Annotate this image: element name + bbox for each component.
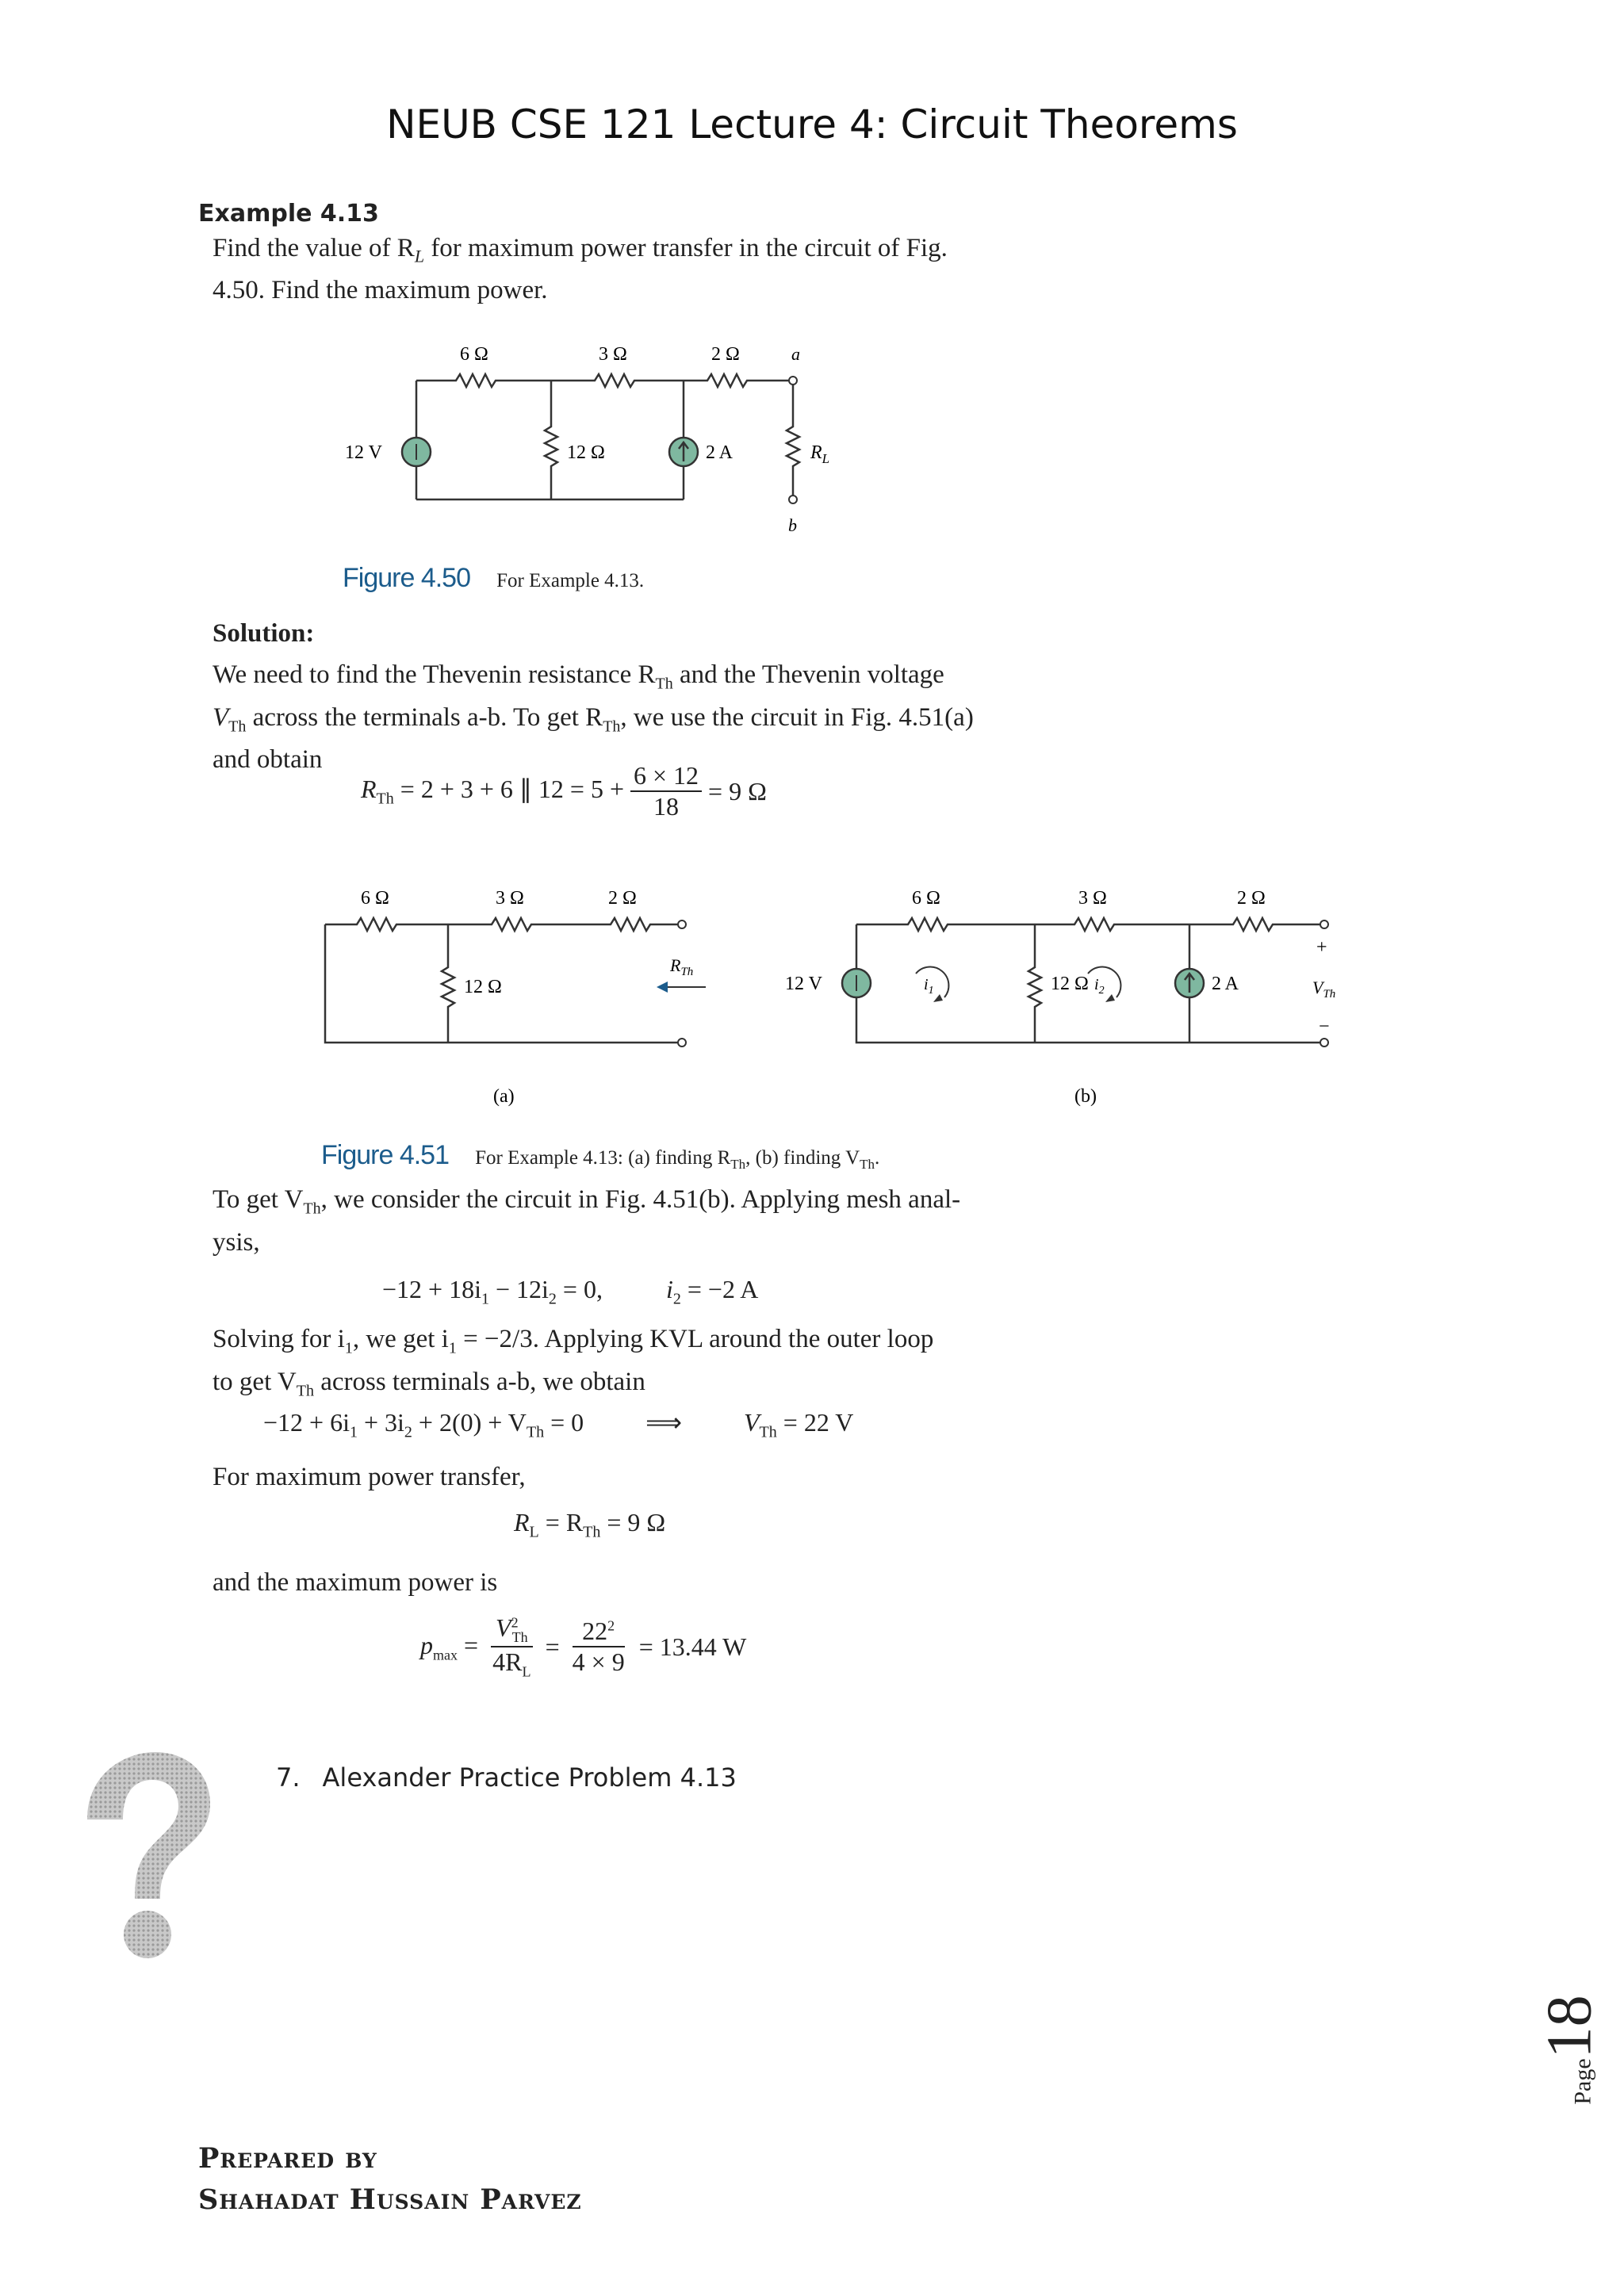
solution-paragraph-4: For maximum power transfer, <box>213 1463 526 1491</box>
b-resistor-6-label: 6 Ω <box>912 888 940 909</box>
a-resistor-6-label: 6 Ω <box>361 888 389 909</box>
figure-4-50-circuit <box>317 333 904 547</box>
mesh-current-i2-label: $i_2$ <box>1094 976 1105 997</box>
current-source-label: 2 A <box>706 442 733 463</box>
resistor-2-label: 2 Ω <box>711 344 740 365</box>
figure-a-label: (a) <box>493 1086 515 1107</box>
voltage-source-label: 12 V <box>345 442 382 463</box>
b-current-source-label: 2 A <box>1212 974 1239 994</box>
figure-4-51-caption: Figure 4.51 For Example 4.13: (a) finding $R_{Th}$, (b) finding $V_{Th}$. <box>321 1140 880 1172</box>
a-resistor-2-label: 2 Ω <box>608 888 637 909</box>
rl-equation: $R_L = R_{Th} = 9$ Ω <box>514 1508 666 1541</box>
problem-statement: Find the value of $R_L$ for maximum power transfer in the circuit of Fig. 4.50. Find the maximum power. <box>213 234 948 304</box>
solution-paragraph-5: and the maximum power is <box>213 1568 498 1597</box>
figure-4-51b-circuit <box>773 880 1360 1118</box>
footer-prepared-by: Prepared by <box>198 2142 377 2175</box>
mesh-equation: $-12 + 18i_1 - 12i_2 = 0$, $i_2 = -2$ A <box>382 1275 759 1308</box>
b-plus-sign: + <box>1316 937 1327 958</box>
mesh-current-i1-label: $i_1$ <box>924 976 934 997</box>
terminal-b-label: b <box>788 515 797 535</box>
figure-b-label: (b) <box>1074 1086 1097 1107</box>
b-resistor-2-label: 2 Ω <box>1237 888 1266 909</box>
page-number-block: Page18 <box>1534 1995 1605 2105</box>
b-resistor-3-label: 3 Ω <box>1078 888 1107 909</box>
b-resistor-12-label: 12 Ω <box>1051 974 1089 994</box>
solution-paragraph-3: Solving for $i_1$, we get $i_1 = -2/3$. Applying KVL around the outer loop to get $V_{Th}$ across terminals a-b, we obtain <box>213 1325 934 1400</box>
b-vth-label: $V_{Th}$ <box>1312 978 1336 1001</box>
solution-paragraph-2: To get $V_{Th}$, we consider the circuit in Fig. 4.51(b). Applying mesh anal- ysis, <box>213 1185 961 1257</box>
a-rth-label: $R_{Th}$ <box>670 955 694 978</box>
load-label: $R_L$ <box>810 442 830 466</box>
example-heading: Example 4.13 <box>198 200 379 228</box>
page-number: 18 <box>1534 1995 1605 2059</box>
b-minus-sign: − <box>1319 1016 1330 1037</box>
terminal-a-label: a <box>791 344 800 364</box>
b-voltage-source-label: 12 V <box>785 974 822 994</box>
practice-problem-item: 7. Alexander Practice Problem 4.13 <box>276 1762 737 1793</box>
rth-equation: $R_{Th} = 2 + 3 + 6$ ∥ 12 = 5 + $\frac{6 \times 12}{18}$ = 9 Ω <box>361 761 767 821</box>
solution-paragraph-1: We need to find the Thevenin resistance $R_{Th}$ and the Thevenin voltage $V_{Th}$ across the terminals a-b. To get $R_{Th}$, we use the circuit in Fig. 4.51(a) and obtain <box>213 660 974 775</box>
resistor-6-label: 6 Ω <box>460 344 488 365</box>
power-equation: $p_{max}$ = $\frac{V^2_{Th}}{4R_L}$ = $\frac{22^2}{4 \times 9}$ = 13.44 W <box>420 1613 747 1680</box>
a-resistor-12-label: 12 Ω <box>464 977 502 997</box>
page-title: NEUB CSE 121 Lecture 4: Circuit Theorems <box>386 101 1238 147</box>
figure-4-50-caption: Figure 4.50 For Example 4.13. <box>343 563 645 593</box>
resistor-12-label: 12 Ω <box>567 442 605 463</box>
solution-heading: Solution: <box>213 619 315 648</box>
kvl-equation: $-12 + 6i_1 + 3i_2 + 2(0) + V_{Th} = 0$ ⟹ $V_{Th} = 22$ V <box>263 1408 854 1441</box>
resistor-3-label: 3 Ω <box>599 344 627 365</box>
question-mark-icon <box>79 1752 214 1966</box>
a-resistor-3-label: 3 Ω <box>496 888 524 909</box>
figure-4-51a-circuit <box>317 880 730 1118</box>
footer-author: Shahadat Hussain Parvez <box>198 2183 582 2216</box>
